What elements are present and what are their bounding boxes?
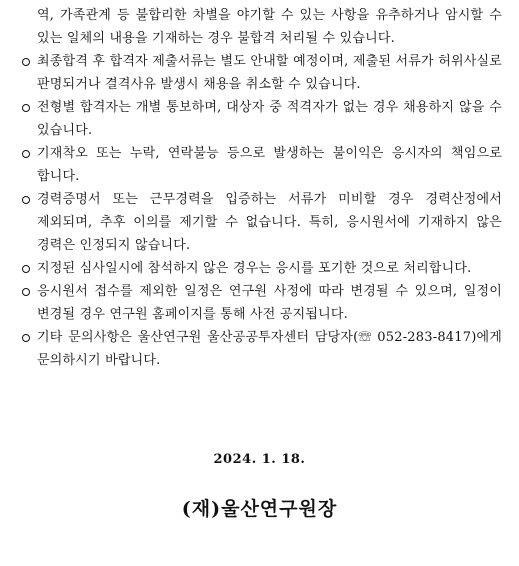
- notice-item-contact: [22, 326, 502, 372]
- announcement-date: 2024. 1. 18.: [213, 452, 306, 467]
- notice-item-schedule: [22, 280, 502, 326]
- notice-item-final-documents: [22, 50, 502, 96]
- notice-item-continuation: [22, 4, 502, 50]
- notice-text: 지정된 심사일시에 참석하지 않은 경우는 응시를 포기한 것으로 처리합니다.: [37, 261, 472, 276]
- notice-text: 최종합격 후 합격자 제출서류는 별도 안내할 예정이며, 제출된 서류가 허위사실로 판명되거나 결격사유 발생시 채용을 취소할 수 있습니다.: [37, 54, 502, 92]
- notice-text: 경력증명서 또는 근무경력을 입증하는 서류가 미비할 경우 경력산정에서 제외되며, 추후 이의를 제기할 수 없습니다. 특히, 응시원서에 기재하지 않은 경력은 인정되지 않습니다.: [37, 192, 502, 253]
- circle-bullet-icon: [22, 196, 30, 204]
- circle-bullet-icon: [22, 58, 30, 66]
- notice-text: 기재착오 또는 누락, 연락불능 등으로 발생하는 불이익은 응시자의 책임으로 합니다.: [37, 146, 502, 184]
- notice-text: 기타 문의사항은 울산연구원 울산공공투자센터 담당자(☏ 052-283-8417)에게 문의하시기 바랍니다.: [37, 330, 502, 368]
- circle-bullet-icon: [22, 150, 30, 158]
- notice-text: 응시원서 접수를 제외한 일정은 연구원 사정에 따라 변경될 수 있으며, 일정이 변경될 경우 연구원 홈페이지를 통해 사전 공지됩니다.: [37, 284, 502, 322]
- issuer-signature: (재)울산연구원장: [181, 498, 338, 520]
- notice-text: 역, 가족관계 등 불합리한 차별을 야기할 수 있는 사항을 유추하거나 암시할 수 있는 일체의 내용을 기재하는 경우 불합격 처리될 수 있습니다.: [37, 8, 502, 46]
- circle-bullet-icon: [22, 265, 30, 273]
- notice-text: 전형별 합격자는 개별 통보하며, 대상자 중 적격자가 없는 경우 채용하지 않을 수 있습니다.: [37, 100, 502, 138]
- circle-bullet-icon: [22, 104, 30, 112]
- notice-list: [22, 4, 502, 372]
- notice-item-responsibility: [22, 142, 502, 188]
- notice-item-career-proof: [22, 188, 502, 257]
- circle-bullet-icon: [22, 334, 30, 342]
- notice-item-attendance: [22, 257, 502, 280]
- circle-bullet-icon: [22, 288, 30, 296]
- notice-item-notification: [22, 96, 502, 142]
